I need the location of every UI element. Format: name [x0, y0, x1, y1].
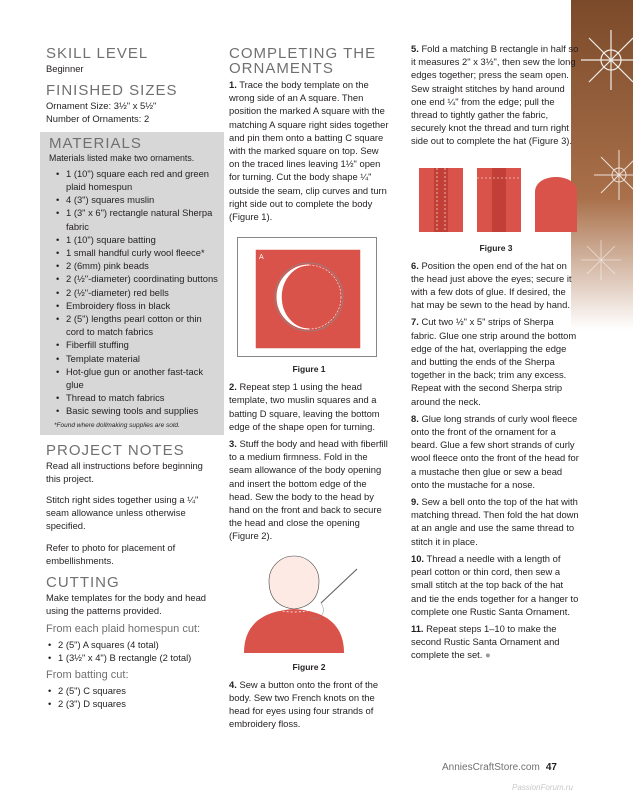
completing-heading: COMPLETING THE ORNAMENTS [229, 45, 377, 77]
step-number: 10. [411, 552, 425, 564]
list-item: • Embroidery floss in black [66, 299, 218, 312]
figure-3-caption: Figure 3 [479, 242, 513, 253]
materials-footnote: *Found where dollmaking supplies are sold. [54, 421, 180, 429]
page-number: 47 [545, 762, 557, 773]
step-1-text: Trace the body template on the wrong side of an A square. Then position the marked A square with the matching A square right sides together and pin them onto a batting C square with the marked square on top. Sew on the traced lines leaving 1½" open for turning. Cut the body shape ¼" outside the seam, clip curves and turn right side out to complete the body (Figure 1). [229, 79, 389, 223]
list-item: • 2 (½"-diameter) red bells [66, 286, 218, 299]
step-6-text: Position the open end of the hat on the head just above the eyes; secure it with a few dots of glue. If desired, the hat may be sewn to the head by hand. [411, 259, 572, 311]
project-note: Stitch right sides together using a ¼" seam allowance unless otherwise specified. [46, 494, 199, 532]
snowflake-icon-3 [581, 240, 621, 280]
step-number: 9. [411, 496, 419, 508]
list-item: • 1 (3" x 6") rectangle natural Sherpa fabric [66, 206, 218, 232]
list-item: • 2 (5") lengths pearl cotton or thin cord to match fabrics [66, 312, 218, 338]
list-item: • 4 (3") squares muslin [66, 193, 218, 206]
step-7-text: Cut two ½" x 5" strips of Sherpa fabric. Glue one strip around the bottom edge of the hat, overlapping the edge and butting the ends of the Sherpa together in the back; trim any excess. Repeat with the second Sherpa strip around the neck. [411, 316, 577, 407]
site-url[interactable]: AnniesCraftStore.com [442, 762, 540, 773]
step-number: 6. [411, 259, 419, 271]
step-2-text: Repeat step 1 using the head template, two muslin squares and a batting D square, leaving the bottom edge of the shape open for turning. [229, 381, 380, 432]
materials-heading: MATERIALS [49, 134, 142, 152]
skill-level-heading: SKILL LEVEL [46, 45, 149, 62]
middle-column [229, 46, 389, 730]
list-item: • 2 (5") C squares [58, 684, 218, 697]
figure-1-caption: Figure 1 [292, 364, 326, 375]
step-5-text: Fold a matching B rectangle in half so it measures 2" x 3½", then sew the long edges together; press the seam open. Sew straight stitches by hand around one end ¼" from the edge; pull the thread to tightly gather the fabric, securely knot the thread and turn right side out to complete the hat (Figure 3). [411, 43, 579, 147]
cutting-intro: Make templates for the body and head using the patterns provided. [46, 592, 206, 617]
materials-box [40, 132, 224, 435]
list-item: • 1 (3½" x 4") B rectangle (2 total) [58, 651, 218, 664]
plaid-cut-list [46, 638, 218, 664]
figure-2-caption: Figure 2 [292, 661, 326, 672]
step-11-text: Repeat steps 1–10 to make the second Rustic Santa Ornament and complete the set. [411, 622, 560, 661]
step-8-text: Glue long strands of curly wool fleece onto the front of the ornament for a beard. Glue a few short strands of curly wool fleece onto the front of the head for a mustache then glue or sew a bead onto the mustache for a nose. [411, 412, 579, 490]
plaid-subheading: From each plaid homespun cut: [46, 622, 201, 635]
project-note: Refer to photo for placement of embellishments. [46, 541, 176, 566]
end-mark-icon: ● [485, 649, 491, 661]
step-number: 11. [411, 622, 424, 634]
step-number: 8. [411, 412, 419, 424]
figure-2 [239, 555, 389, 660]
figure-1-label: A [259, 254, 264, 262]
right-column [411, 42, 581, 662]
step-number: 2. [229, 381, 237, 393]
finished-sizes-heading: FINISHED SIZES [46, 82, 178, 100]
list-item: • Basic sewing tools and supplies [66, 404, 218, 417]
batting-subheading: From batting cut: [46, 668, 129, 681]
ornament-count: Number of Ornaments: 2 [46, 113, 150, 125]
step-9-text: Sew a bell onto the top of the hat with matching thread. Then fold the hat down at an angle and use the same thread to stitch it in place. [411, 496, 579, 547]
ornament-size: Ornament Size: 3½" x 5½" [46, 100, 157, 112]
skill-level-value: Beginner [46, 63, 84, 74]
project-note: Read all instructions before beginning this project. [46, 459, 203, 484]
list-item: • Thread to match fabrics [66, 391, 218, 404]
left-column [46, 46, 218, 710]
step-4-text: Sew a button onto the front of the body. Sew two French knots on the head for eyes using four strands of embroidery floss. [229, 678, 379, 730]
page-footer [442, 762, 557, 773]
list-item: • 1 (10") square batting [66, 233, 218, 246]
step-number: 7. [411, 316, 419, 328]
list-item: • 2 (6mm) pink beads [66, 259, 218, 272]
list-item: • Fiberfill stuffing [66, 338, 218, 351]
project-notes-heading: PROJECT NOTES [46, 441, 185, 459]
list-item: • Hot-glue gun or another fast-tack glue [66, 365, 218, 391]
watermark: PassionForum.ru [512, 783, 573, 792]
cutting-heading: CUTTING [46, 574, 120, 592]
list-item: • 2 (½"-diameter) coordinating buttons [66, 272, 218, 285]
list-item: • 2 (5") A squares (4 total) [58, 638, 218, 651]
materials-intro: Materials listed make two ornaments. [49, 152, 195, 163]
step-3-text: Stuff the body and head with fiberfill to a medium firmness. Fold in the seam allowance of the body opening and insert the bottom edge of the head. Sew the body to the head by hand on the front and back to secure the head and close the opening (Figure 2). [229, 438, 388, 542]
step-number: 1. [229, 79, 237, 90]
list-item: • 2 (3") D squares [58, 697, 218, 710]
list-item: • 1 (10") square each red and green plaid homespun [66, 167, 218, 193]
step-10-text: Thread a needle with a length of pearl cotton or thin cord, then sew a small stitch at the top back of the hat and tie the ends together for a hanger to complete one Rustic Santa Ornament. [411, 552, 579, 617]
step-number: 5. [411, 43, 419, 54]
step-number: 4. [229, 678, 237, 690]
batting-cut-list [46, 684, 218, 710]
list-item: • Template material [66, 352, 218, 365]
step-number: 3. [229, 438, 237, 450]
figure-3 [413, 162, 581, 241]
materials-list [54, 167, 218, 418]
figure-1 [237, 237, 389, 362]
needle-icon [321, 569, 357, 603]
list-item: • 1 small handful curly wool fleece* [66, 246, 218, 259]
